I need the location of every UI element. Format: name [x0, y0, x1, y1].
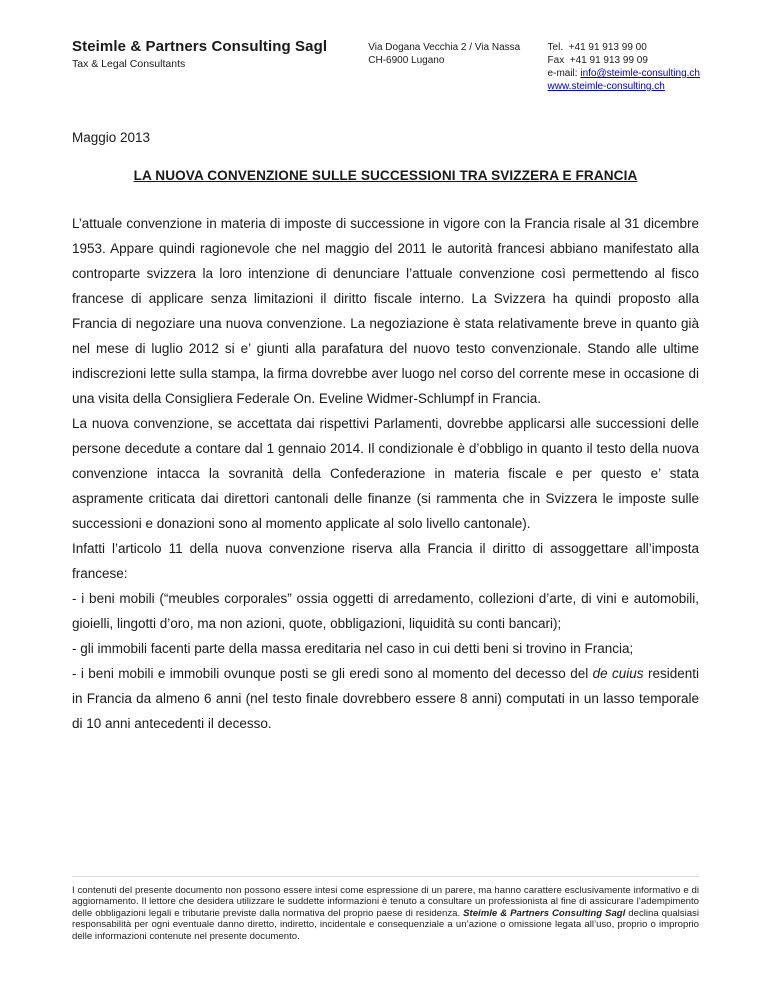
company-block: [72, 38, 368, 70]
email-link[interactable]: info@steimle-consulting.ch: [580, 68, 700, 79]
phone-line: Tel. +41 91 913 99 00: [547, 42, 647, 53]
website-line: [548, 80, 700, 93]
list-item-beni-mobili: - i beni mobili (“meubles corporales” ossia oggetti di arredamento, collezioni d’arte, di vini e automobili, gioielli, lingotti d’oro, ma non azioni, quote, obbligazioni, liquidità su conti bancari);: [72, 591, 699, 631]
company-tagline: Tax & Legal Consultants: [72, 58, 186, 70]
address-block: [368, 38, 547, 67]
paragraph-article-11: Infatti l’articolo 11 della nuova convenzione riserva alla Francia il diritto di assoggettare all’imposta francese:: [72, 541, 699, 581]
disclaimer-text-after: declina qualsiasi responsabilità per ogni eventuale danno diretto, indiretto, incidentale e consequenziale a un’azione o omissione legata all’uso, proprio o improprio delle informazioni contenute nel presente documento.: [72, 907, 699, 942]
list-item-immobili: - gli immobili facenti parte della massa ereditaria nel caso in cui detti beni si trovino in Francia;: [72, 641, 634, 656]
contact-block: [548, 38, 700, 93]
email-label: e-mail:: [547, 68, 581, 79]
document-body: [72, 211, 699, 736]
disclaimer-company-name: Steimle & Partners Consulting Sagl: [463, 907, 626, 919]
email-line: [548, 67, 700, 80]
disclaimer-text-before: I contenuti del presente documento non possono essere intesi come espressione di un parere, ma hanno carattere esclusivamente informativo e di aggiornamento. Il lettore che desidera utilizzare le suddette informazioni è tenuto a consultare un professionista al fine di assicurare l’adempimento delle obbligazioni legali e tributarie previste dalla normativa del proprio paese di residenza.: [72, 885, 699, 919]
document-title: LA NUOVA CONVENZIONE SULLE SUCCESSIONI TRA SVIZZERA E FRANCIA: [133, 168, 638, 183]
list-item-text-post: residenti in Francia da almeno 6 anni (nel testo finale dovrebbero essere 8 anni) computati in un lasso temporale di 10 anni antecedenti il decesso.: [72, 666, 699, 731]
footer-disclaimer: [72, 876, 699, 942]
document-date: Maggio 2013: [72, 130, 151, 145]
paragraph-intro: L’attuale convenzione in materia di imposte di successione in vigore con la Francia risale al 31 dicembre 1953. Appare quindi ragionevole che nel maggio del 2011 le autorità francesi abbiano manifestato alla controparte svizzera la loro intenzione di denunciare l’attuale convenzione così permettendo al fisco francese di applicare senza limitazioni il diritto fiscale interno. La Svizzera ha quindi proposto alla Francia di negoziare una nuova convenzione. La negoziazione è stata relativamente breve in quanto già nel mese di luglio 2012 si e’ giunti alla parafatura del nuovo testo convenzionale. Stando alle ultime indiscrezioni lette sulla stampa, la firma dovrebbe aver luogo nel corso del corrente mese in occasione di una visita della Consigliera Federale On. Eveline Widmer-Schlumpf in Francia.: [72, 216, 699, 406]
address-line-2: CH-6900 Lugano: [368, 55, 445, 66]
latin-term: de cuius: [592, 666, 644, 681]
list-item-text-pre: - i beni mobili e immobili ovunque posti se gli eredi sono al momento del decesso del: [72, 666, 593, 681]
list-item-beni-ovunque: [72, 661, 699, 736]
letterhead: [72, 38, 700, 93]
fax-line: Fax +41 91 913 99 09: [547, 55, 648, 66]
address-line-1: Via Dogana Vecchia 2 / Via Nassa: [368, 42, 521, 53]
company-name: Steimle & Partners Consulting Sagl: [72, 38, 328, 55]
website-link[interactable]: www.steimle-consulting.ch: [547, 81, 665, 92]
paragraph-new-convention: La nuova convenzione, se accettata dai rispettivi Parlamenti, dovrebbe applicarsi alle successioni delle persone decedute a contare dal 1 gennaio 2014. Il condizionale è d’obbligo in quanto il testo della nuova convenzione intacca la sovranità della Confederazione in materia fiscale e per questo e’ stata aspramente criticata dai direttori cantonali delle finanze (si rammenta che in Svizzera le imposte sulle successioni e donazioni sono al momento applicate al solo livello cantonale).: [72, 416, 699, 531]
